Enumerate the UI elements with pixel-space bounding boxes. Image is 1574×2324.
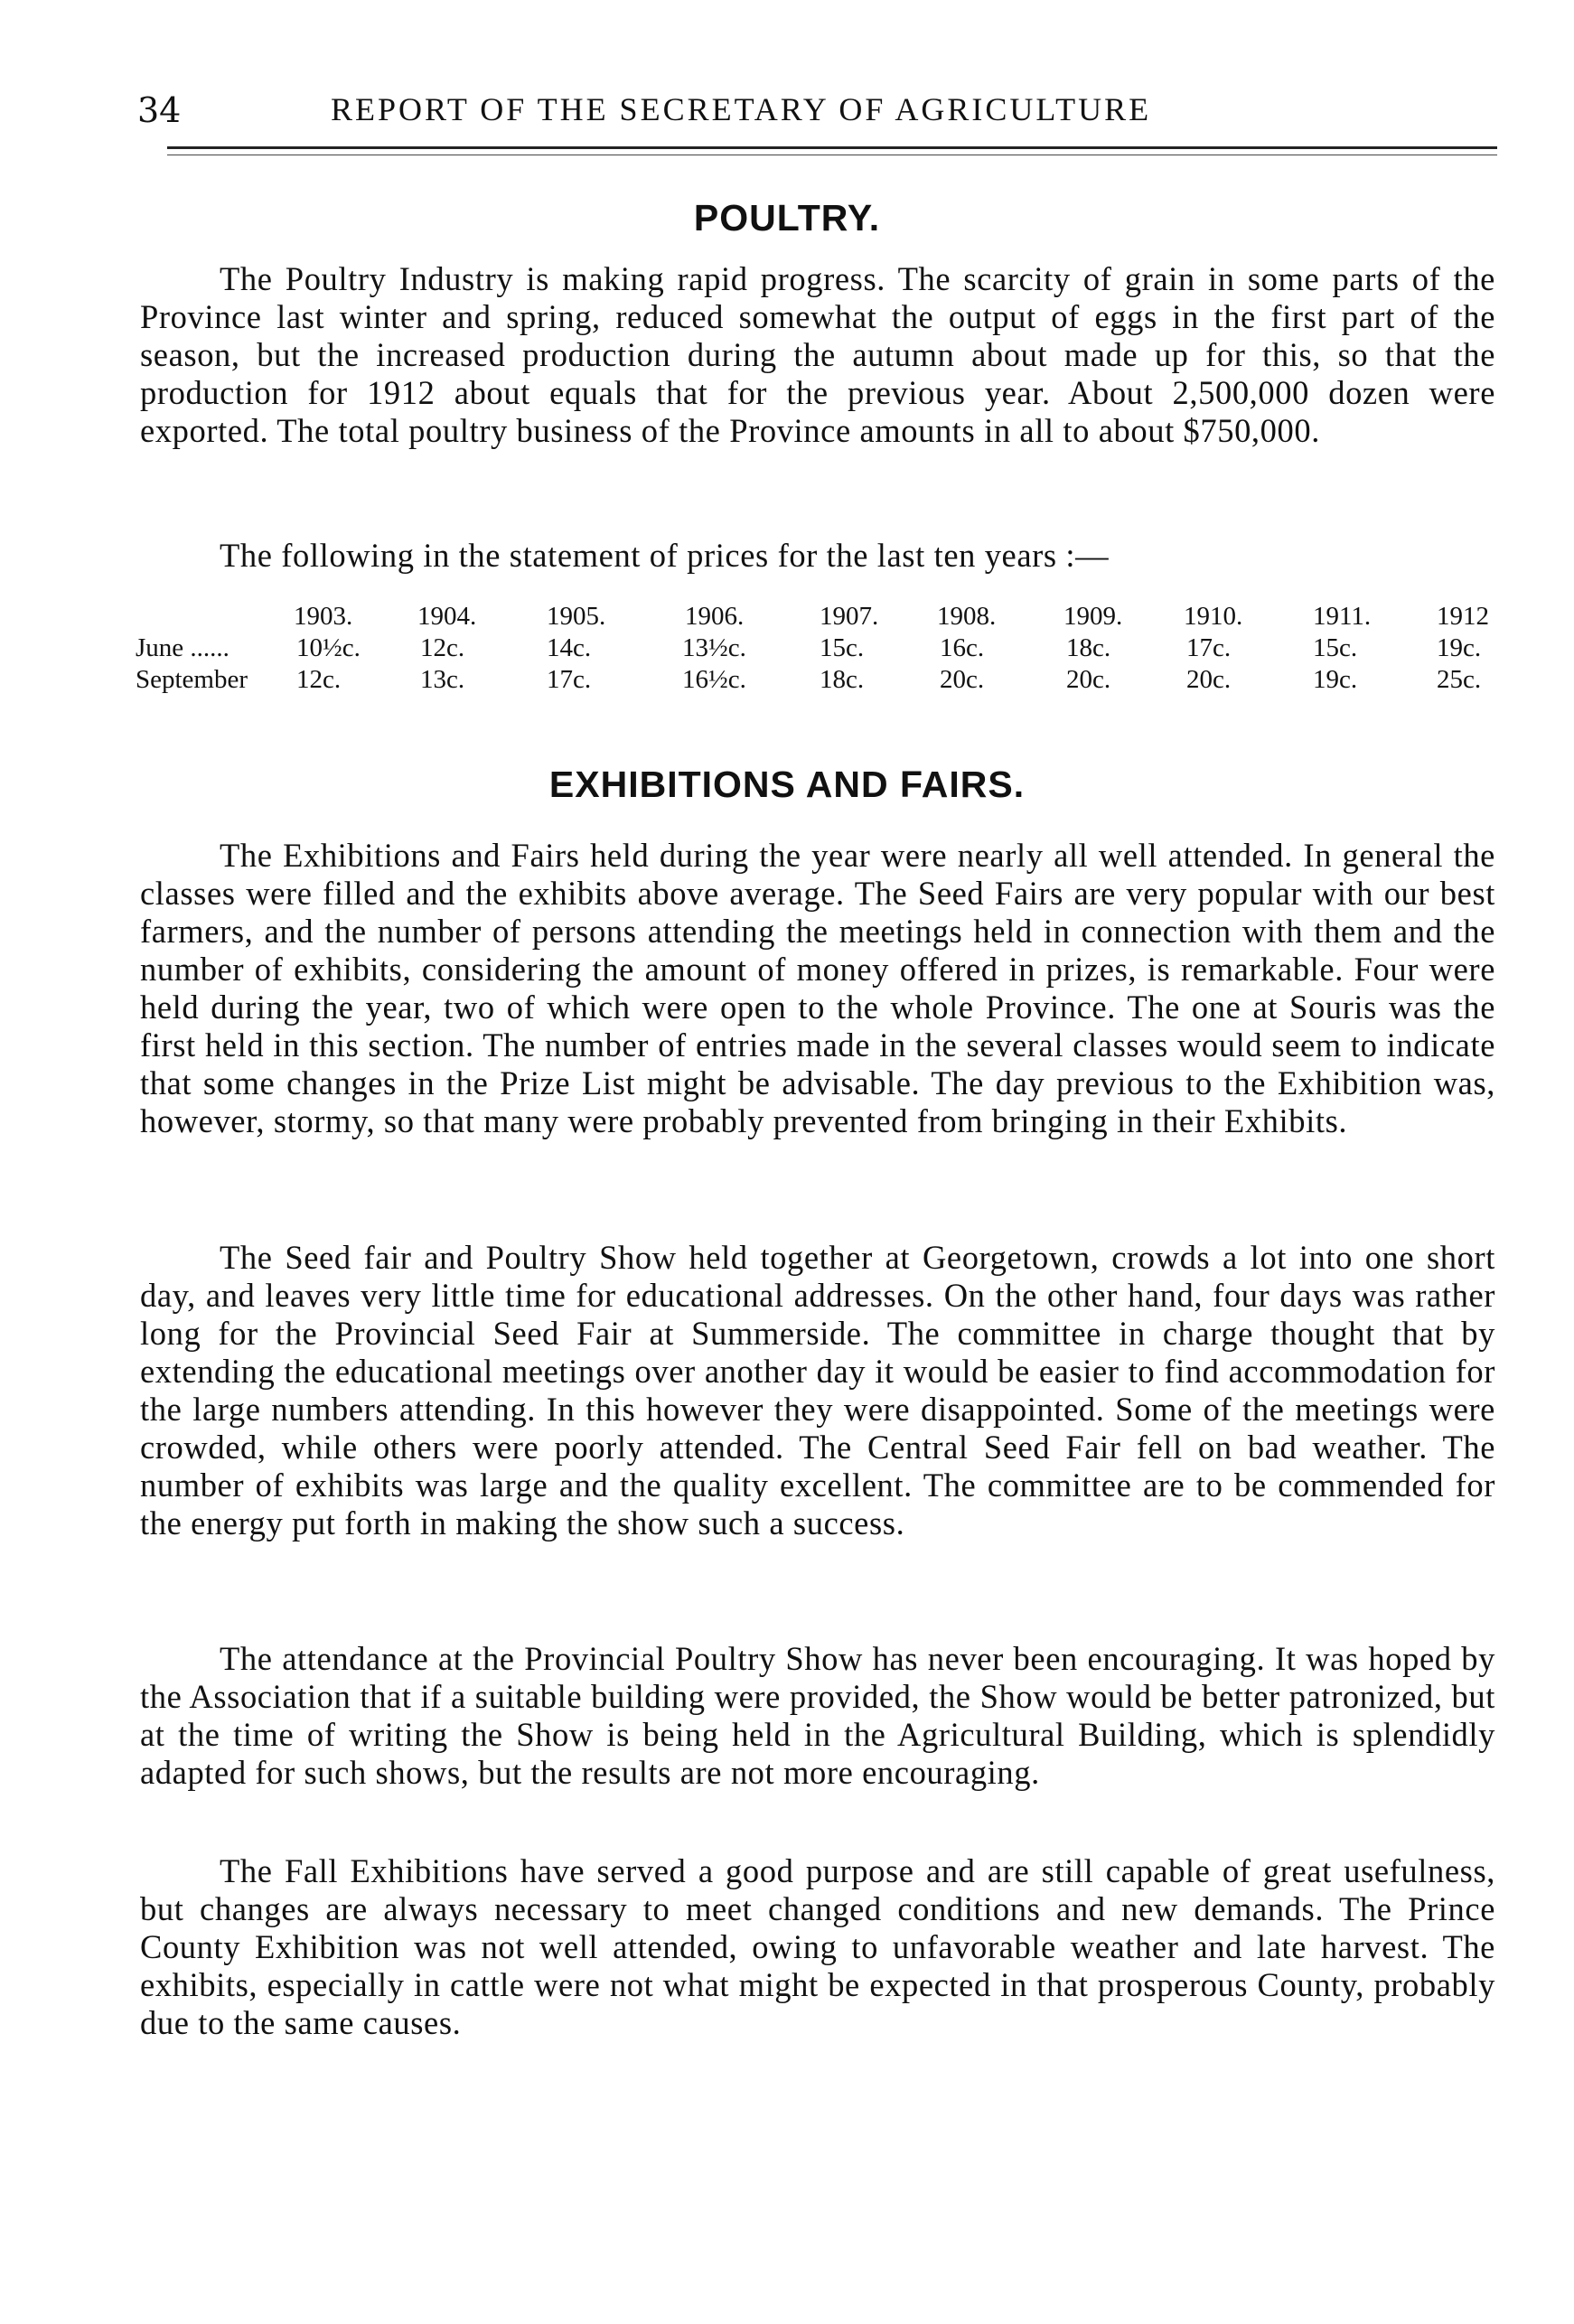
price-cell: 17c. bbox=[547, 665, 592, 694]
year-header: 1909. bbox=[1063, 602, 1123, 631]
price-cell: 25c. bbox=[1437, 665, 1482, 694]
running-title: REPORT OF THE SECRETARY OF AGRICULTURE bbox=[331, 91, 1152, 127]
year-header: 1904. bbox=[417, 602, 477, 631]
price-cell: 15c. bbox=[820, 633, 865, 662]
running-head bbox=[137, 90, 1493, 136]
price-table-row-june bbox=[136, 633, 1500, 664]
price-cell: 17c. bbox=[1186, 633, 1232, 662]
year-header: 1911. bbox=[1313, 602, 1372, 631]
price-cell: 18c. bbox=[1066, 633, 1111, 662]
price-cell: 10½c. bbox=[296, 633, 361, 662]
year-header: 1905. bbox=[547, 602, 606, 631]
exhibitions-paragraph: The Fall Exhibitions have served a good purpose and are still capable of great usefulness, but changes are always necessary to meet changed conditions and new demands. The Prince County Exhibition was not well attended, owing to unfavorable weather and late harvest. The exhibits, especially in cattle were not what might be expected in that prosperous County, probably due to the same causes. bbox=[140, 1852, 1495, 2041]
year-header: 1908. bbox=[937, 602, 997, 631]
year-header: 1912 bbox=[1437, 602, 1489, 631]
price-cell: 20c. bbox=[940, 665, 985, 694]
price-cell: 12c. bbox=[296, 665, 342, 694]
exhibitions-text-3 bbox=[140, 1640, 1495, 1792]
price-table-header-row bbox=[136, 601, 1500, 633]
price-cell: 13c. bbox=[420, 665, 465, 694]
price-table-row-september bbox=[136, 664, 1500, 696]
year-header: 1907. bbox=[820, 602, 879, 631]
year-header: 1910. bbox=[1184, 602, 1243, 631]
egg-price-table bbox=[136, 601, 1500, 696]
poultry-paragraph: The Poultry Industry is making rapid progress. The scarcity of grain in some parts of the Province last winter and spring, reduced somewhat the output of eggs in the first part of the season, but the increased production during the autumn about made up for this, so that the production for 1912 about equals that for the previous year. About 2,500,000 dozen were exported. The total poultry business of the Province amounts in all to about $750,000. bbox=[140, 260, 1495, 449]
poultry-section-text bbox=[140, 260, 1495, 450]
price-cell: 19c. bbox=[1437, 633, 1482, 662]
exhibitions-text-4 bbox=[140, 1852, 1495, 2042]
poultry-heading: POULTRY. bbox=[693, 197, 881, 239]
price-cell: 20c. bbox=[1066, 665, 1111, 694]
year-header: 1906. bbox=[685, 602, 745, 631]
price-cell: 16c. bbox=[940, 633, 985, 662]
exhibitions-paragraph: The Seed fair and Poultry Show held together at Georgetown, crowds a lot into one short day, and leaves very little time for educational addresses. On the other hand, four days was rather long for the Provincial Seed Fair at Summerside. The committee in charge thought that by extending the educational meetings over another day it would be easier to find accommodation for the large numbers attending. In this however they were disappointed. Some of the meetings were crowded, while others were poorly attended. The Central Seed Fair fell on bad weather. The number of exhibits was large and the quality excellent. The committee are to be commended for the energy put forth in making the show such a success. bbox=[140, 1239, 1495, 1542]
price-cell: 14c. bbox=[547, 633, 592, 662]
price-cell: 20c. bbox=[1186, 665, 1232, 694]
price-cell: 16½c. bbox=[682, 665, 746, 694]
price-cell: 18c. bbox=[820, 665, 865, 694]
exhibitions-text-1 bbox=[140, 837, 1495, 1140]
page-number: 34 bbox=[137, 90, 182, 130]
header-rule bbox=[167, 146, 1497, 149]
row-label: September bbox=[136, 665, 248, 694]
row-label: June ...... bbox=[136, 633, 230, 662]
exhibitions-paragraph: The attendance at the Provincial Poultry Show has never been encouraging. It was hoped by the Association that if a suitable building were provided, the Show would be better patronized, but at the time of writing the Show is being held in the Agricultural Building, which is splendidly adapted for such shows, but the results are not more encouraging. bbox=[140, 1640, 1495, 1791]
exhibitions-paragraph: The Exhibitions and Fairs held during the year were nearly all well attended. In general the classes were filled and the exhibits above average. The Seed Fairs are very popular with our best farmers, and the number of persons attending the meetings held in connection with them and the number of exhibits, considering the amount of money offered in prizes, is remarkable. Four were held during the year, two of which were open to the whole Province. The one at Souris was the first held in this section. The number of entries made in the several classes would seem to indicate that some changes in the Prize List might be advisable. The day previous to the Exhibition was, however, stormy, so that many were probably prevented from bringing in their Exhibits. bbox=[140, 837, 1495, 1139]
price-cell: 13½c. bbox=[682, 633, 746, 662]
price-intro-text bbox=[140, 537, 1495, 575]
price-cell: 12c. bbox=[420, 633, 465, 662]
price-cell: 19c. bbox=[1313, 665, 1358, 694]
exhibitions-heading: EXHIBITIONS AND FAIRS. bbox=[548, 764, 1026, 805]
price-intro-paragraph: The following in the statement of prices for the last ten years :— bbox=[220, 537, 1110, 574]
price-cell: 15c. bbox=[1313, 633, 1358, 662]
exhibitions-text-2 bbox=[140, 1239, 1495, 1542]
year-header: 1903. bbox=[294, 602, 353, 631]
